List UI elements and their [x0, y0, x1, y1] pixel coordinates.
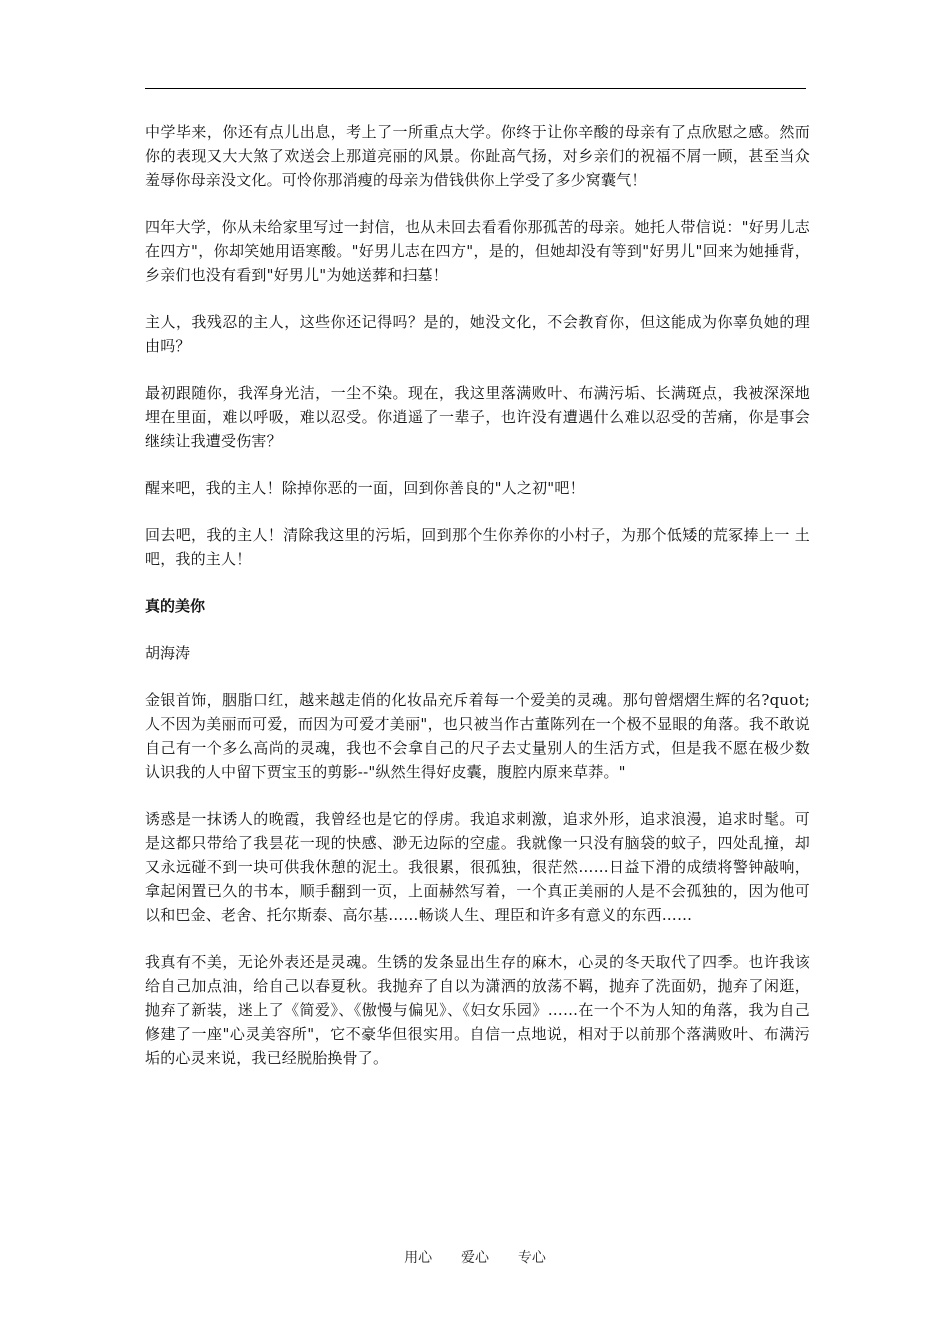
paragraph: 最初跟随你，我浑身光洁，一尘不染。现在，我这里落满败叶、布满污垢、长满斑点，我被深深地埋在里面，难以呼吸，难以忍受。你逍遥了一辈子，也许没有遭遇什么难以忍受的苦痛，你是事会继续让我遭受伤害？ — [145, 384, 810, 450]
paragraph: 四年大学，你从未给家里写过一封信，也从未回去看看你那孤苦的母亲。她托人带信说："好男儿志在四方"，你却笑她用语寒酸。"好男儿志在四方"，是的，但她却没有等到"好男儿"回来为她捶背，乡亲们也没有看到"好男儿"为她送葬和扫墓！ — [145, 218, 810, 284]
article-author: 胡海涛 — [145, 644, 191, 662]
document-body — [145, 120, 810, 1093]
paragraph: 中学毕来，你还有点儿出息，考上了一所重点大学。你终于让你辛酸的母亲有了点欣慰之感。然而你的表现又大大煞了欢送会上那道亮丽的风景。你趾高气扬，对乡亲们的祝福不屑一顾，甚至当众羞辱你母亲没文化。可怜你那消瘦的母亲为借钱供你上学受了多少窝囊气！ — [145, 123, 810, 189]
article-paragraph: 诱惑是一抹诱人的晚霞，我曾经也是它的俘虏。我追求刺激，追求外形，追求浪漫，追求时髦。可是这都只带给了我昙花一现的快感、渺无边际的空虚。我就像一只没有脑袋的蚊子，四处乱撞，却又永远碰不到一块可供我休憩的泥土。我很累，很孤独，很茫然……日益下滑的成绩将警钟敲响，拿起闲置已久的书本，顺手翻到一页，上面赫然写着，一个真正美丽的人是不会孤独的，因为他可以和巴金、老舍、托尔斯泰、高尔基……畅谈人生、理臣和许多有意义的东西…… — [145, 810, 810, 924]
article-paragraph: 金银首饰，胭脂口红，越来越走俏的化妆品充斥着每一个爱美的灵魂。那句曾熠熠生辉的名?quot;人不因为美丽而可爱，而因为可爱才美丽"，也只被当作古董陈列在一个极不显眼的角落。我不敢说自己有一个多么高尚的灵魂，我也不会拿自己的尺子去丈量别人的生活方式，但是我不愿在极少数认识我的人中留下贾宝玉的剪影--"纵然生得好皮囊，腹腔内原来草莽。" — [145, 691, 810, 781]
paragraph: 主人，我残忍的主人，这些你还记得吗？是的，她没文化，不会教育你，但这能成为你辜负她的理由吗？ — [145, 313, 810, 355]
paragraph: 醒来吧，我的主人！除掉你恶的一面，回到你善良的"人之初"吧！ — [145, 479, 585, 497]
page-footer: 用心 爱心 专心 — [404, 1250, 546, 1266]
article-title: 真的美你 — [145, 597, 206, 615]
paragraph: 回去吧，我的主人！清除我这里的污垢，回到那个生你养你的小村子，为那个低矮的荒冢捧上一 土吧，我的主人！ — [145, 526, 810, 568]
article-paragraph: 我真有不美，无论外表还是灵魂。生锈的发条显出生存的麻木，心灵的冬天取代了四季。也许我该给自己加点油，给自己以春夏秋。我抛弃了自以为潇洒的放荡不羁，抛弃了洗面奶，抛弃了闲逛，抛弃了新装，迷上了《简爱》、《傲慢与偏见》、《妇女乐园》……在一个不为人知的角落，我为自己修建了一座"心灵美容所"，它不豪华但很实用。自信一点地说，相对于以前那个落满败叶、布满污垢的心灵来说，我已经脱胎换骨了。 — [145, 953, 810, 1067]
header-rule — [145, 88, 806, 89]
